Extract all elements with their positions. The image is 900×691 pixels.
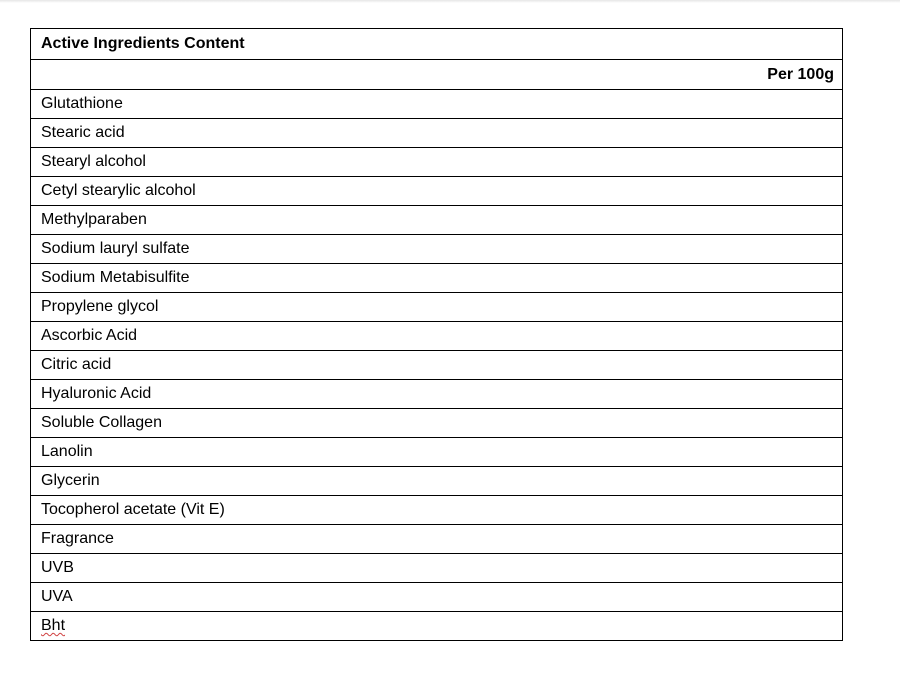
ingredient-name: Soluble Collagen xyxy=(41,414,162,431)
ingredient-cell[interactable] xyxy=(31,177,843,206)
ingredient-cell[interactable] xyxy=(31,612,843,641)
ingredient-name: Ascorbic Acid xyxy=(41,327,138,344)
page-top-shadow xyxy=(0,0,900,3)
ingredient-cell[interactable] xyxy=(31,322,843,351)
ingredient-name: Stearic acid xyxy=(41,124,125,141)
ingredient-name: Glutathione xyxy=(41,95,123,112)
ingredient-name: Glycerin xyxy=(41,472,100,489)
ingredient-cell[interactable] xyxy=(31,90,843,119)
ingredient-cell[interactable] xyxy=(31,264,843,293)
table-row xyxy=(31,554,843,583)
table-row xyxy=(31,612,843,641)
ingredient-cell[interactable] xyxy=(31,409,843,438)
ingredient-cell[interactable] xyxy=(31,235,843,264)
ingredient-name: Citric acid xyxy=(41,356,112,373)
ingredients-table xyxy=(30,28,843,641)
ingredient-name: Propylene glycol xyxy=(41,298,159,315)
ingredient-name: Fragrance xyxy=(41,530,114,547)
unit-header[interactable]: Per 100g xyxy=(31,60,843,90)
ingredients-table-body xyxy=(31,29,843,641)
ingredient-cell[interactable] xyxy=(31,583,843,612)
ingredient-name: UVB xyxy=(41,559,74,576)
table-row xyxy=(31,119,843,148)
table-row xyxy=(31,264,843,293)
ingredient-cell[interactable] xyxy=(31,351,843,380)
ingredient-name: Bht xyxy=(41,617,66,634)
table-row xyxy=(31,496,843,525)
ingredient-name: UVA xyxy=(41,588,73,605)
table-title[interactable]: Active Ingredients Content xyxy=(31,29,843,60)
table-row xyxy=(31,206,843,235)
ingredient-cell[interactable] xyxy=(31,467,843,496)
table-row xyxy=(31,322,843,351)
ingredient-cell[interactable] xyxy=(31,148,843,177)
ingredient-name: Lanolin xyxy=(41,443,93,460)
ingredient-name: Sodium lauryl sulfate xyxy=(41,240,190,257)
ingredient-cell[interactable] xyxy=(31,438,843,467)
ingredient-cell[interactable] xyxy=(31,380,843,409)
table-row xyxy=(31,380,843,409)
ingredient-name: Methylparaben xyxy=(41,211,147,228)
ingredient-cell[interactable] xyxy=(31,496,843,525)
table-row xyxy=(31,467,843,496)
ingredient-cell[interactable] xyxy=(31,293,843,322)
ingredient-name: Tocopherol acetate (Vit E) xyxy=(41,501,225,518)
table-row xyxy=(31,235,843,264)
ingredient-cell[interactable] xyxy=(31,525,843,554)
table-row xyxy=(31,148,843,177)
ingredient-cell[interactable] xyxy=(31,554,843,583)
table-row xyxy=(31,438,843,467)
ingredient-name: Stearyl alcohol xyxy=(41,153,146,170)
table-row xyxy=(31,583,843,612)
table-row xyxy=(31,293,843,322)
ingredient-name: Sodium Metabisulfite xyxy=(41,269,190,286)
table-row xyxy=(31,409,843,438)
ingredient-cell[interactable] xyxy=(31,206,843,235)
table-title-row xyxy=(31,29,843,60)
ingredient-name: Hyaluronic Acid xyxy=(41,385,152,402)
table-row xyxy=(31,525,843,554)
ingredient-name: Cetyl stearylic alcohol xyxy=(41,182,196,199)
table-unit-row xyxy=(31,60,843,90)
ingredient-cell[interactable] xyxy=(31,119,843,148)
table-row xyxy=(31,177,843,206)
table-row xyxy=(31,90,843,119)
table-row xyxy=(31,351,843,380)
